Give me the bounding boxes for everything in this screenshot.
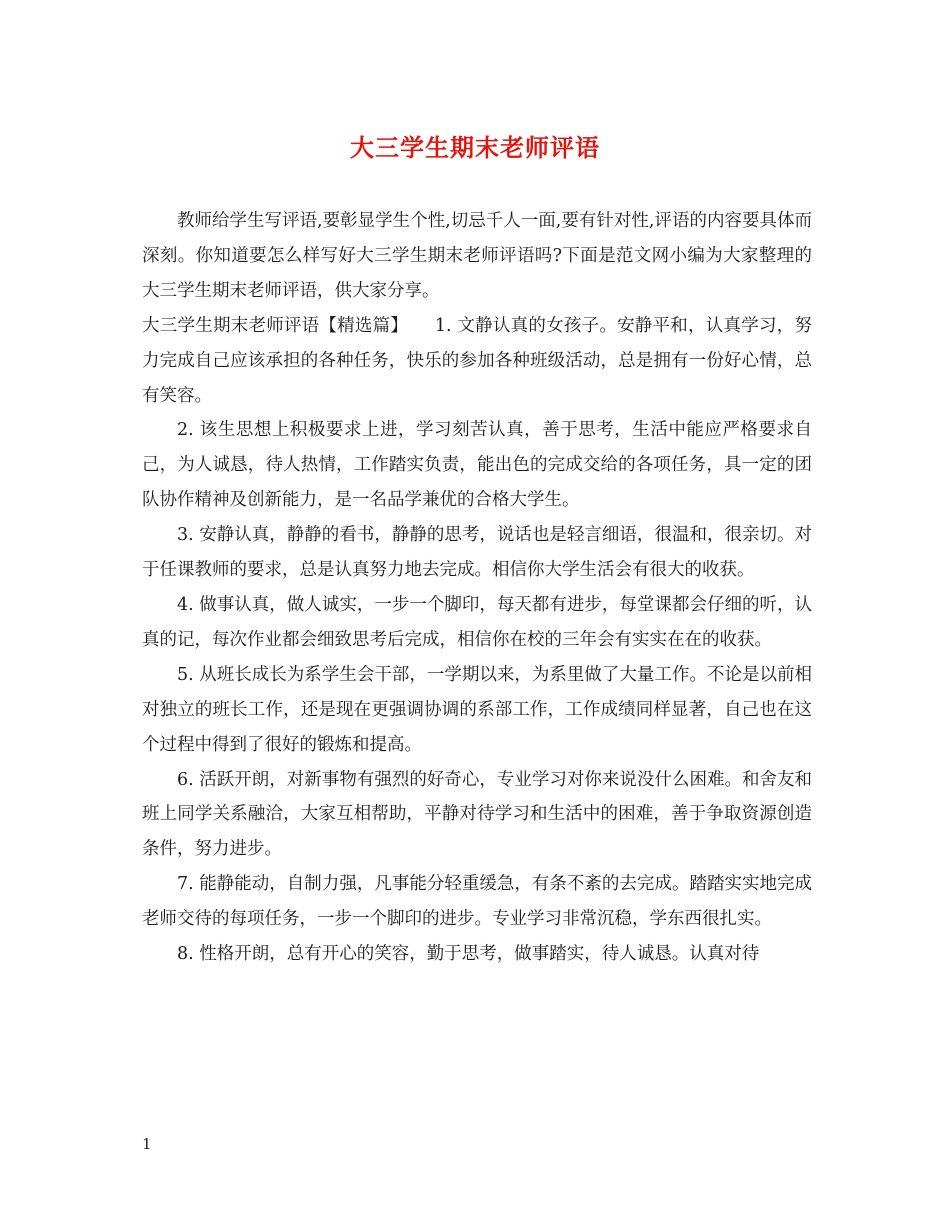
document-title: 大三学生期末老师评语 <box>350 133 600 162</box>
comment-paragraph-2: 2. 该生思想上积极要求上进，学习刻苦认真，善于思考，生活中能应严格要求自己，为人诚恳，待人热情，工作踏实负责，能出色的完成交给的各项任务，具一定的团队协作精神及创新能力，是一名品学兼优的合格大学生。 <box>142 420 812 511</box>
comment-paragraph-4: 4. 做事认真，做人诚实，一步一个脚印，每天都有进步，每堂课都会仔细的听，认真的记，每次作业都会细致思考后完成，相信你在校的三年会有实实在在的收获。 <box>142 594 812 650</box>
comment-paragraph-5: 5. 从班长成长为系学生会干部，一学期以来，为系里做了大量工作。不论是以前相对独立的班长工作，还是现在更强调协调的系部工作，工作成绩同样显著，自己也在这个过程中得到了很好的锻炼和提高。 <box>142 664 812 755</box>
comment-paragraph-6: 6. 活跃开朗，对新事物有强烈的好奇心，专业学习对你来说没什么困难。和舍友和班上同学关系融洽，大家互相帮助，平静对待学习和生活中的困难，善于争取资源创造条件，努力进步。 <box>142 769 812 860</box>
page-number: 1 <box>142 1135 152 1153</box>
document-body <box>142 204 812 972</box>
comment-paragraph-3: 3. 安静认真，静静的看书，静静的思考，说话也是轻言细语，很温和，很亲切。对于任课教师的要求，总是认真努力地去完成。相信你大学生活会有很大的收获。 <box>142 525 812 581</box>
comment-paragraph-1: 大三学生期末老师评语【精选篇】 1. 文静认真的女孩子。安静平和，认真学习，努力完成自己应该承担的各种任务，快乐的参加各种班级活动，总是拥有一份好心情，总有笑容。 <box>142 315 812 406</box>
comment-paragraph-7: 7. 能静能动，自制力强，凡事能分轻重缓急，有条不紊的去完成。踏踏实实地完成老师交待的每项任务，一步一个脚印的进步。专业学习非常沉稳，学东西很扎实。 <box>142 874 812 930</box>
intro-paragraph: 教师给学生写评语,要彰显学生个性,切忌千人一面,要有针对性,评语的内容要具体而深刻。你知道要怎么样写好大三学生期末老师评语吗?下面是范文网小编为大家整理的大三学生期末老师评语，供大家分享。 <box>142 211 812 301</box>
comment-paragraph-8: 8. 性格开朗，总有开心的笑容，勤于思考，做事踏实，待人诚恳。认真对待 <box>177 944 760 965</box>
